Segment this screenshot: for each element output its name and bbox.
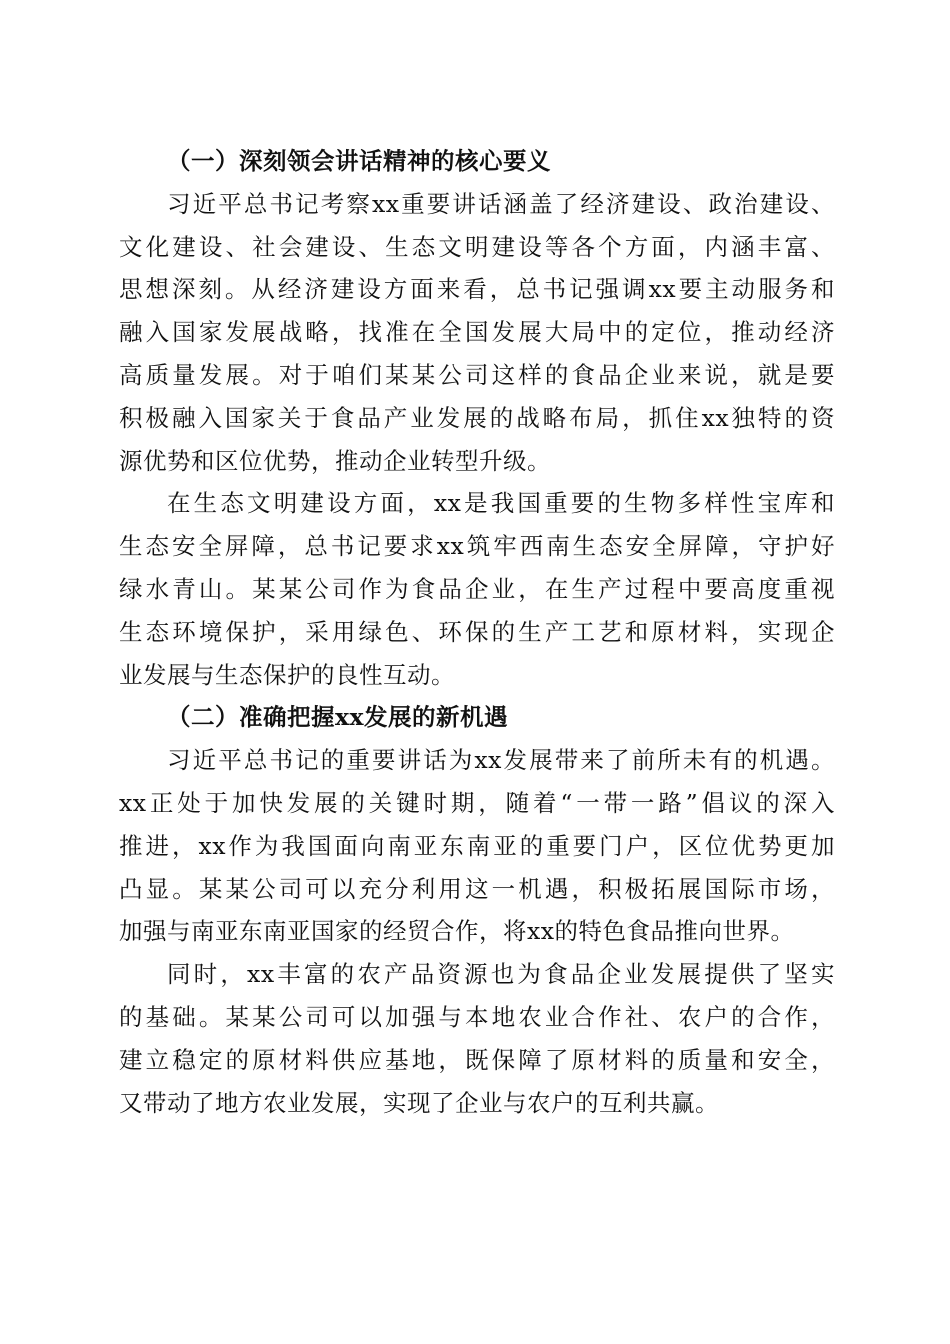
paragraph-line: 思想深刻。从经济建设方面来看，总书记强调xx要主动服务和 bbox=[119, 275, 835, 304]
paragraph-line: 业发展与生态保护的良性互动。 bbox=[119, 660, 455, 689]
paragraph bbox=[119, 183, 835, 483]
paragraph bbox=[119, 739, 835, 953]
section-heading-2 bbox=[119, 696, 835, 739]
paragraph-line: 高质量发展。对于咱们某某公司这样的食品企业来说，就是要 bbox=[119, 360, 835, 389]
paragraph-line: 推进，xx作为我国面向南亚东南亚的重要门户，区位优势更加 bbox=[119, 831, 835, 860]
section-heading-1 bbox=[119, 140, 835, 183]
paragraph-line: 源优势和区位优势，推动企业转型升级。 bbox=[119, 446, 551, 475]
paragraph bbox=[119, 482, 835, 696]
paragraph-line: xx正处于加快发展的关键时期，随着“一带一路”倡议的深入 bbox=[119, 788, 835, 817]
paragraph-line: 建立稳定的原材料供应基地，既保障了原材料的质量和安全， bbox=[119, 1045, 835, 1074]
paragraph bbox=[119, 953, 835, 1124]
document-body bbox=[119, 140, 835, 1124]
heading-text: （二）准确把握xx发展的新机遇 bbox=[167, 703, 509, 732]
paragraph-line: 加强与南亚东南亚国家的经贸合作，将xx的特色食品推向世界。 bbox=[119, 917, 795, 946]
paragraph-line: 绿水青山。某某公司作为食品企业，在生产过程中要高度重视 bbox=[119, 574, 835, 603]
heading-text: （一）深刻领会讲话精神的核心要义 bbox=[167, 147, 551, 175]
paragraph-line: 同时，xx丰富的农产品资源也为食品企业发展提供了坚实 bbox=[167, 960, 835, 989]
paragraph-line: 融入国家发展战略，找准在全国发展大局中的定位，推动经济 bbox=[119, 318, 835, 347]
paragraph-line: 在生态文明建设方面，xx是我国重要的生物多样性宝库和 bbox=[167, 489, 835, 518]
paragraph-line: 又带动了地方农业发展，实现了企业与农户的互利共赢。 bbox=[119, 1088, 719, 1117]
paragraph-line: 凸显。某某公司可以充分利用这一机遇，积极拓展国际市场， bbox=[119, 874, 835, 903]
paragraph-line: 的基础。某某公司可以加强与本地农业合作社、农户的合作， bbox=[119, 1002, 835, 1031]
paragraph-line: 生态安全屏障，总书记要求xx筑牢西南生态安全屏障，守护好 bbox=[119, 532, 835, 561]
paragraph-line: 文化建设、社会建设、生态文明建设等各个方面，内涵丰富、 bbox=[119, 232, 835, 261]
paragraph-line: 习近平总书记的重要讲话为xx发展带来了前所未有的机遇。 bbox=[167, 746, 835, 775]
paragraph-line: 积极融入国家关于食品产业发展的战略布局，抓住xx独特的资 bbox=[119, 403, 835, 432]
paragraph-line: 习近平总书记考察xx重要讲话涵盖了经济建设、政治建设、 bbox=[167, 189, 835, 218]
paragraph-line: 生态环境保护，采用绿色、环保的生产工艺和原材料，实现企 bbox=[119, 617, 835, 646]
